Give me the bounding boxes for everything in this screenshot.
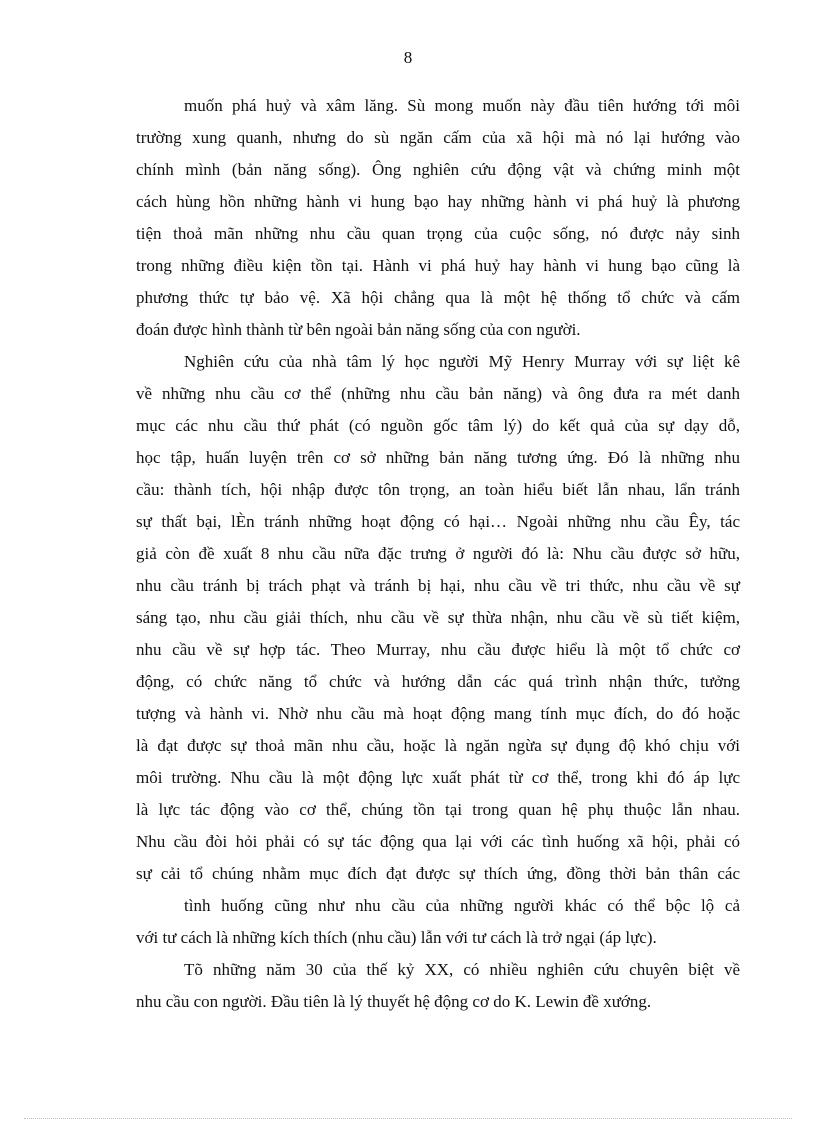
text-line: cầu: thành tích, hội nhập được tôn trọng, an toàn hiểu biết lẫn nhau, lẩn tránh xyxy=(136,480,740,499)
text-line: tình huống cũng như nhu cầu của những người khác có thể bộc lộ cả xyxy=(184,896,740,915)
text-line: sự cải tổ chúng nhằm mục đích đạt được sự thích ứng, đồng thời bản thân các xyxy=(136,864,740,883)
paragraph-4 xyxy=(136,954,740,1018)
paragraph-2 xyxy=(136,346,740,890)
text-line: nhu cầu về sự hợp tác. Theo Murray, nhu cầu được hiểu là một tổ chức cơ xyxy=(136,640,740,659)
text-line: học tập, huấn luyện trên cơ sở những bản năng tương ứng. Đó là những nhu xyxy=(136,448,740,467)
text-line: muốn phá huỷ và xâm lăng. Sù mong muốn này đầu tiên hướng tới môi xyxy=(184,96,740,115)
text-line: trong những điều kiện tồn tại. Hành vi phá huỷ hay hành vi hung bạo cũng là xyxy=(136,256,740,275)
text-line: trường xung quanh, nhưng do sù ngăn cấm của xã hội mà nó lại hướng vào xyxy=(136,128,740,147)
text-line: Nhu cầu đòi hỏi phải có sự tác động qua lại với các tình huống xã hội, phải có xyxy=(136,832,740,851)
text-line: giả còn đề xuất 8 nhu cầu nữa đặc trưng ở người đó là: Nhu cầu được sở hữu, xyxy=(136,544,740,563)
text-line: phương thức tự bảo vệ. Xã hội chẳng qua là một hệ thống tổ chức và cấm xyxy=(136,288,740,307)
text-line: cách hùng hồn những hành vi hung bạo hay những hành vi phá huỷ là phương xyxy=(136,192,740,211)
page-number: 8 xyxy=(403,48,413,67)
text-line: Nghiên cứu của nhà tâm lý học người Mỹ Henry Murray với sự liệt kê xyxy=(184,352,740,371)
text-line: là đạt được sự thoả mãn nhu cầu, hoặc là ngăn ngừa sự đụng độ khó chịu với xyxy=(136,736,740,755)
text-line: Tõ những năm 30 của thế kỷ XX, có nhiều nghiên cứu chuyên biệt về xyxy=(184,960,740,979)
text-line: là lực tác động vào cơ thể, chúng tồn tại trong quan hệ phụ thuộc lẫn nhau. xyxy=(136,800,740,819)
text-line: với tư cách là những kích thích (nhu cầu) lẫn với tư cách là trở ngại (áp lực). xyxy=(136,928,657,947)
text-line: sáng tạo, nhu cầu giải thích, nhu cầu về sự thừa nhận, nhu cầu về sù tiết kiệm, xyxy=(136,608,740,627)
paragraph-3 xyxy=(136,890,740,954)
page-bottom-divider xyxy=(24,1118,792,1119)
text-line: sự thất bại, lÈn tránh những hoạt động có hại… Ngoài những nhu cầu Êy, tác xyxy=(136,512,740,531)
body-text xyxy=(136,90,740,1018)
text-line: tượng và hành vi. Nhờ nhu cầu mà hoạt động mang tính mục đích, do đó hoặc xyxy=(136,704,740,723)
text-line: về những nhu cầu cơ thể (những nhu cầu bản năng) và ông đưa ra mét danh xyxy=(136,384,740,403)
paragraph-1 xyxy=(136,90,740,346)
text-line: môi trường. Nhu cầu là một động lực xuất phát từ cơ thể, trong khi đó áp lực xyxy=(136,768,740,787)
text-line: nhu cầu tránh bị trách phạt và tránh bị hại, nhu cầu về tri thức, nhu cầu về sự xyxy=(136,576,740,595)
text-line: chính mình (bản năng sống). Ông nghiên cứu động vật và chứng minh một xyxy=(136,160,740,179)
text-line: động, có chức năng tổ chức và hướng dẫn các quá trình nhận thức, tưởng xyxy=(136,672,740,691)
text-line: tiện thoả mãn những nhu cầu quan trọng của cuộc sống, nó được nảy sinh xyxy=(136,224,740,243)
text-line: nhu cầu con người. Đầu tiên là lý thuyết hệ động cơ do K. Lewin đề xướng. xyxy=(136,992,652,1011)
text-line: mục các nhu cầu thứ phát (có nguồn gốc tâm lý) do kết quả của sự dạy dỗ, xyxy=(136,416,740,435)
text-line: đoán được hình thành từ bên ngoài bản năng sống của con người. xyxy=(136,320,581,339)
